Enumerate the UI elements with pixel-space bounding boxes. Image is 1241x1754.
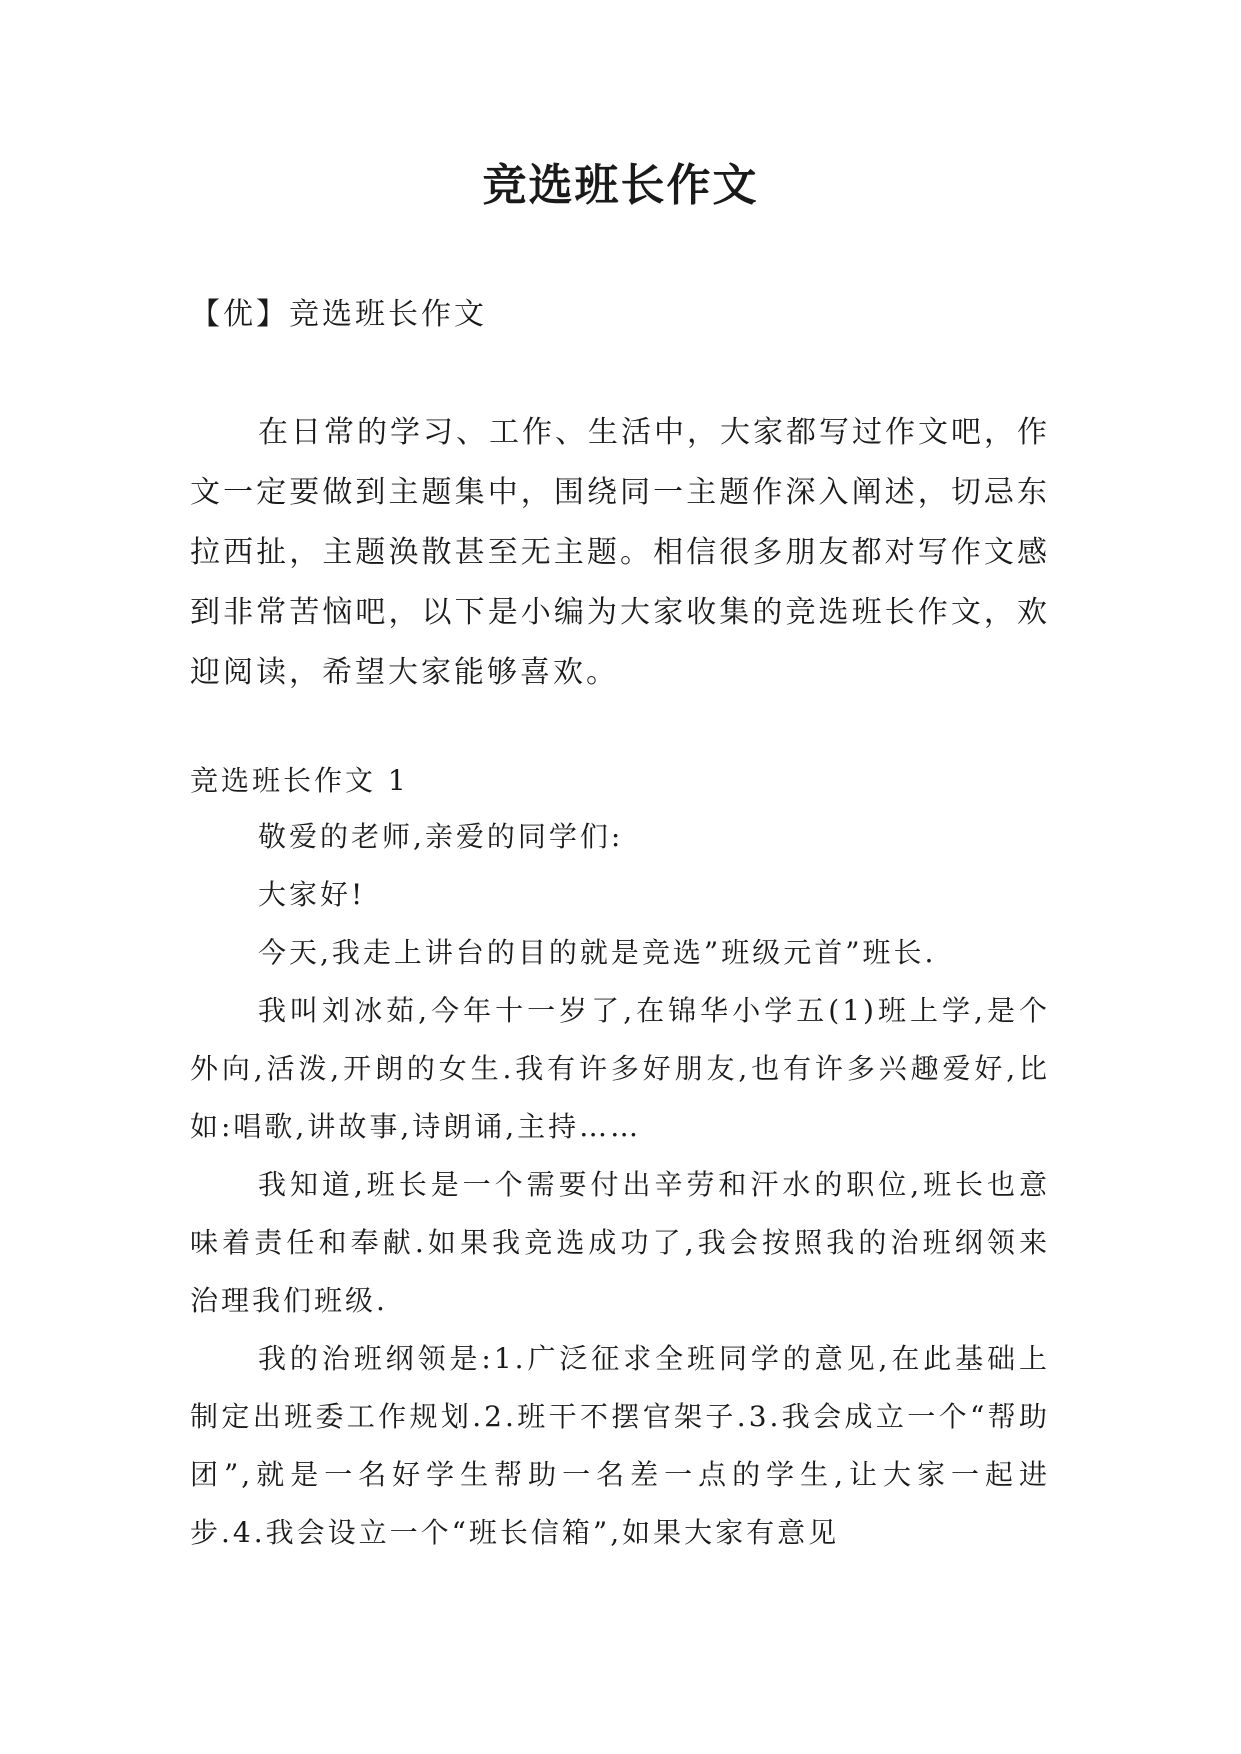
essay-body [190, 808, 1050, 1562]
essay-paragraph-greeting: 敬爱的老师,亲爱的同学们: [258, 820, 624, 853]
document-title: 竞选班长作文 [482, 160, 759, 211]
essay-paragraph-purpose: 今天,我走上讲台的目的就是竞选”班级元首”班长. [258, 936, 937, 969]
intro-paragraph: 在日常的学习、工作、生活中，大家都写过作文吧，作文一定要做到主题集中，围绕同一主题作深入阐述，切忌东拉西扯，主题涣散甚至无主题。相信很多朋友都对写作文感到非常苦恼吧，以下是小编为大家收集的竞选班长作文，欢迎阅读，希望大家能够喜欢。 [190, 415, 1050, 690]
essay-paragraph-responsibility: 我知道,班长是一个需要付出辛劳和汗水的职位,班长也意味着责任和奉献.如果我竞选成功了,我会按照我的治班纲领来治理我们班级. [190, 1168, 1050, 1317]
essay-paragraph-hello: 大家好! [258, 878, 366, 911]
essay-heading: 竞选班长作文 1 [190, 764, 409, 797]
essay-paragraph-plan: 我的治班纲领是:1.广泛征求全班同学的意见,在此基础上制定出班委工作规划.2.班干不摆官架子.3.我会成立一个“帮助团”,就是一名好学生帮助一名差一点的学生,让大家一起进步.4.我会设立一个“班长信箱”,如果大家有意见 [190, 1342, 1050, 1549]
document-subheading: 【优】竞选班长作文 [190, 297, 487, 332]
essay-paragraph-introduction: 我叫刘冰茹,今年十一岁了,在锦华小学五(1)班上学,是个外向,活泼,开朗的女生.我有许多好朋友,也有许多兴趣爱好,比如:唱歌,讲故事,诗朗诵,主持…… [190, 994, 1050, 1143]
